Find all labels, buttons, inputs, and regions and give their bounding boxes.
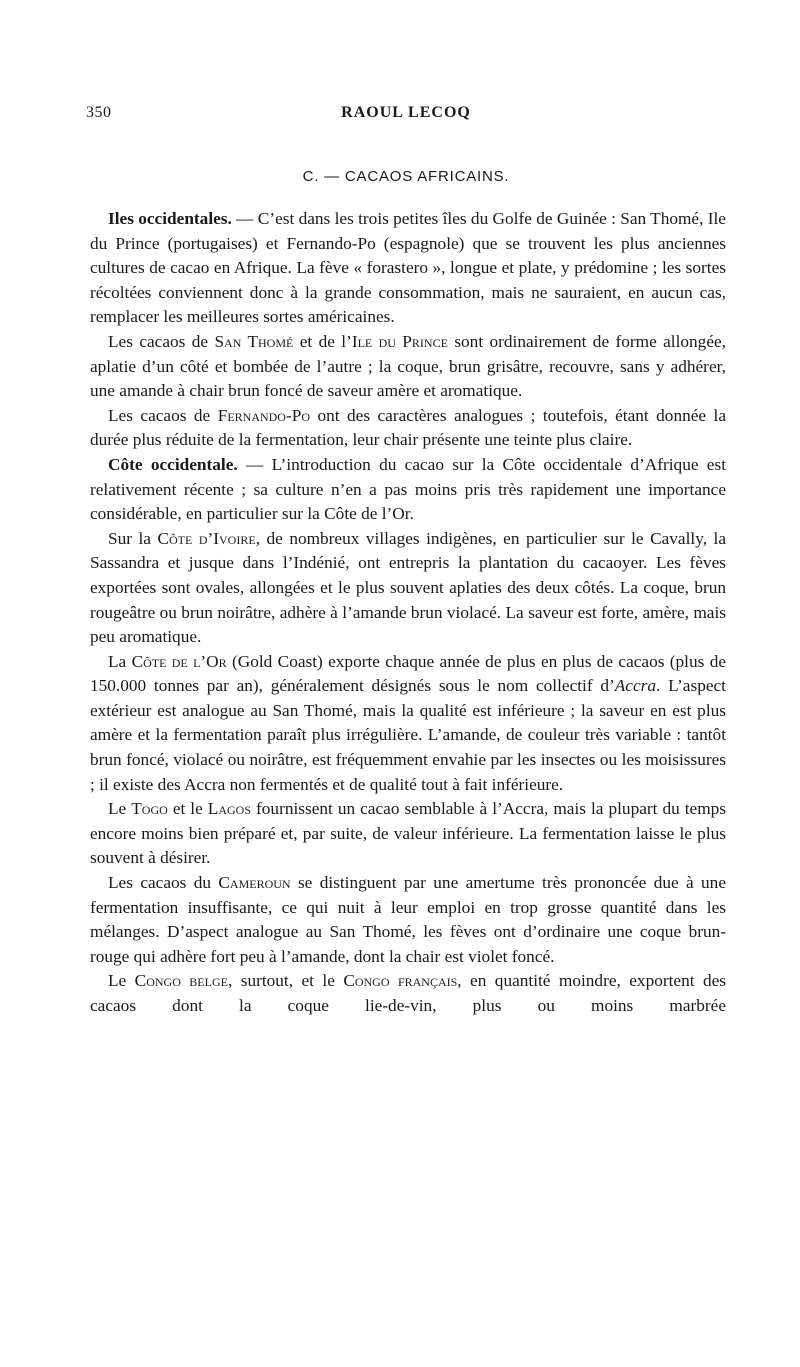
text-run: , surtout, et le [227, 971, 344, 991]
section-title: C. — CACAOS AFRICAINS. [302, 168, 510, 185]
text-run: , de nombreux villages indigènes, en particulier sur le Cavally, la Sassandra et jusque dans l’Indénié, ont entrepris la plantation du cacaoyer. Les fèves exportées sont ovales, allongées et le plus souvent aplaties des deux côtés. La coque, brun rougeâtre ou brun noirâtre, adhère à l’amande brun violacé. La saveur est forte, amère, mais peu aromatique. [90, 528, 727, 647]
paragraph-text: — L’introduction du cacao sur la Côte occidentale d’Afrique est relativement récente ; sa culture n’en a pas moins pris très rapidement une importance considérable, en particulier sur la Côte de l’Or. [90, 454, 727, 524]
text-run: ont des caractères analogues ; toutefois, étant donnée la durée plus réduite de la fermentation, leur chair présente une teinte plus claire. [90, 405, 726, 450]
text-run: . L’aspect extérieur est analogue au San Thomé, mais la qualité est inférieure ; la saveur en est plus amère et la fermentation paraît plus irrégulière. L’amande, de couleur très variable : tantôt brun foncé, violacé ou noirâtre, est fréquemment envahie par les insectes ou les moisissures ; il existe des Accra non fermentés et de qualité tout à fait inférieure. [90, 676, 726, 794]
place-name: Lagos [207, 799, 252, 819]
text-run: , en quantité moindre, exportent des cacaos dont la coque lie-de-vin, plus ou moins marbrée [90, 971, 726, 1015]
place-name: San Thomé [214, 331, 294, 351]
text-run: se distinguent par une amertume très prononcée due à une fermentation insuffisante, ce qui nuit à leur emploi en trop grosse quantité dans les mélanges. D’aspect analogue au San Thomé, les fèves ont d’ordinaire une coque brun-rouge qui adhère fort peu à l’amande, dont la chair est violet foncé. [90, 873, 726, 966]
paragraph-cote-ivoire [90, 527, 726, 650]
paragraph-iles-occidentales [90, 207, 726, 330]
text-run: La [108, 651, 132, 671]
paragraph-heading: Côte occidentale. [108, 454, 238, 474]
paragraph-text: — C’est dans les trois petites îles du Golfe de Guinée : San Thomé, Ile du Prince (portugaises) et Fernando-Po (espagnole) que se trouvent les plus anciennes cultures de cacao en Afrique. La fève « forastero », longue et plate, y prédomine ; les sortes récoltées conviennent donc à la grande consommation, mais ne sauraient, en aucun cas, remplacer les meilleures sortes américaines. [90, 209, 726, 327]
paragraph-san-thome [90, 330, 726, 404]
running-head: RAOUL LECOQ [341, 104, 471, 121]
paragraph-togo-lagos [90, 797, 726, 871]
text-run: Les cacaos de [108, 405, 218, 425]
text-run: et le [167, 799, 208, 819]
place-name: Côte de l’Or [131, 651, 227, 671]
place-name: Congo français [343, 971, 458, 991]
paragraph-congo [90, 969, 726, 1018]
text-run: et de l’ [293, 331, 352, 351]
paragraph-cote-de-l-or [90, 650, 726, 798]
text-run: fournissent un cacao semblable à l’Accra, mais la plupart du temps encore moins bien préparé et, par suite, de valeur inférieure. La fermentation laisse le plus souvent à désirer. [90, 799, 727, 868]
text-run: Sur la [108, 528, 158, 548]
page-header [86, 104, 726, 128]
text-run: Le [108, 799, 132, 819]
page-number: 350 [86, 104, 112, 121]
italic-term: Accra [614, 676, 657, 696]
place-name: Côte d’Ivoire [157, 528, 256, 548]
paragraph-cote-occidentale [90, 453, 726, 527]
place-name: Cameroun [218, 873, 291, 893]
text-run: (Gold Coast) exporte chaque année de plus en plus de cacaos (plus de 150.000 tonnes par an), généralement désignés sous le nom collectif d’ [90, 651, 726, 696]
paragraph-heading: Iles occidentales. [108, 209, 232, 228]
paragraph-fernando-po [90, 404, 726, 453]
text-run: Le [108, 971, 135, 991]
text-run: sont ordinairement de forme allongée, aplatie d’un côté et bombée de l’autre ; la coque, brun grisâtre, recouvre, sans y adhérer, une amande à chair brun foncé de saveur amère et aromatique. [90, 331, 726, 401]
place-name: Togo [131, 799, 168, 819]
place-name: Congo belge [134, 971, 228, 991]
place-name: Fernando-Po [217, 405, 311, 425]
paragraph-cameroun [90, 871, 726, 969]
text-run: Les cacaos de [108, 331, 215, 351]
text-run: Les cacaos du [108, 873, 219, 893]
place-name: Ile du Prince [351, 331, 448, 351]
body-text [90, 207, 726, 1019]
